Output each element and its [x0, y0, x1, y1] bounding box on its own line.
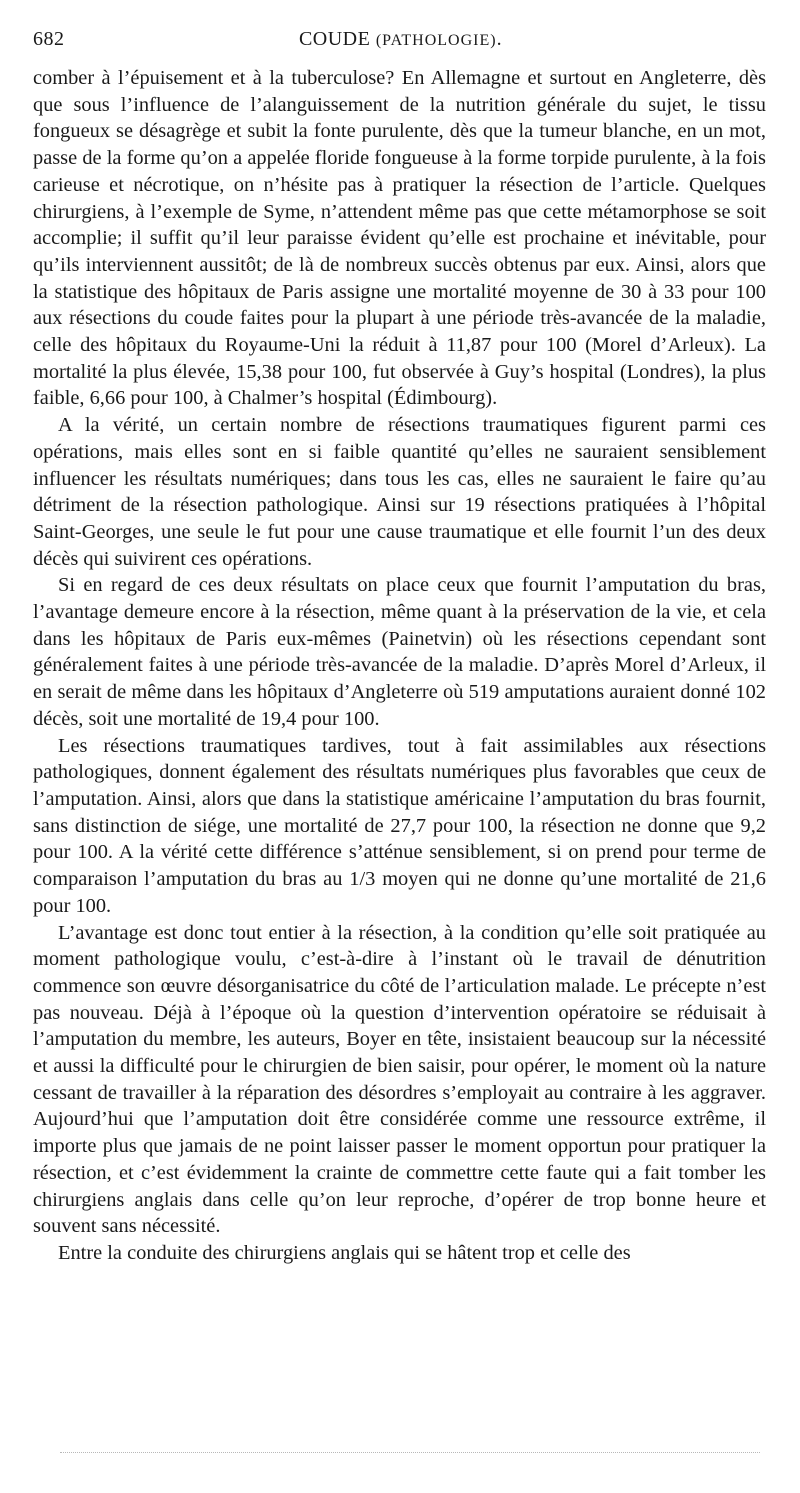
- running-title-sub: (PATHOLOGIE): [375, 32, 497, 49]
- body-text: [33, 65, 766, 1267]
- paragraph-continued: comber à l’épuisement et à la tuberculose? En Allemagne et surtout en Angleterre, dès que sous l’influence de l’alanguissement de la nutrition générale du sujet, le tissu fongueux se désagrège et subit la fonte purulente, dès que la tumeur blanche, en un mot, passe de la forme qu’on a appelée floride fongueuse à la forme torpide purulente, à la fois carieuse et nécrotique, on n’hésite pas à pratiquer la résection de l’article. Quelques chirurgiens, à l’exemple de Syme, n’attendent même pas que cette métamorphose se soit accomplie; il suffit qu’il leur paraisse évident qu’elle est prochaine et inévitable, pour qu’ils interviennent aussitôt; de là de nombreux succès obtenus par eux. Ainsi, alors que la statistique des hôpitaux de Paris assigne une mortalité moyenne de 30 à 33 pour 100 aux résections du coude faites pour la plupart à une période très-avancée de la maladie, celle des hôpitaux du Royaume-Uni la réduit à 11,87 pour 100 (Morel d’Arleux). La mortalité la plus élevée, 15,38 pour 100, fut observée à Guy’s hospital (Londres), la plus faible, 6,66 pour 100, à Chalmer’s hospital (Édimbourg).: [33, 67, 766, 410]
- running-title-main: COUDE: [298, 28, 371, 50]
- paragraph-last: Entre la conduite des chirurgiens anglais qui se hâtent trop et celle des: [58, 1241, 631, 1264]
- page-header: [33, 28, 768, 58]
- paragraph: L’avantage est donc tout entier à la résection, à la condition qu’elle soit pratiquée au moment pathologique voulu, c’est-à-dire à l’instant où le travail de dénutrition commence son œuvre désorganisatrice du côté de l’articulation malade. Le précepte n’est pas nouveau. Déjà à l’époque où la question d’intervention opératoire se réduisait à l’amputation du membre, les auteurs, Boyer en tête, insistaient beaucoup sur la nécessité et aussi la difficulté pour le chirurgien de bien saisir, pour opérer, le moment où la nature cessant de travailler à la réparation des désordres s’employait au contraire à les aggraver. Aujourd’hui que l’amputation doit être considérée comme une ressource extrême, il importe plus que jamais de ne point laisser passer le moment opportun pour pratiquer la résection, et c’est évidemment la crainte de commettre cette faute qui a fait tomber les chirurgiens anglais dans celle qu’on leur reproche, d’opérer de trop bonne heure et souvent sans nécessité.: [33, 921, 766, 1238]
- bottom-divider: [60, 1452, 760, 1453]
- running-title: [33, 28, 768, 51]
- running-title-end: .: [496, 28, 503, 50]
- paragraph: Les résections traumatiques tardives, tout à fait assimilables aux résections pathologiques, donnent également des résultats numériques plus favorables que ceux de l’amputation. Ainsi, alors que dans la statistique américaine l’amputation du bras fournit, sans distinction de siége, une mortalité de 27,7 pour 100, la résection ne donne que 9,2 pour 100. A la vérité cette différence s’atténue sensiblement, si on prend pour terme de comparaison l’amputation du bras au 1/3 moyen qui ne donne qu’une mortalité de 21,6 pour 100.: [33, 734, 766, 917]
- paragraph: Si en regard de ces deux résultats on place ceux que fournit l’amputation du bras, l’avantage demeure encore à la résection, même quant à la préservation de la vie, et cela dans les hôpitaux de Paris eux-mêmes (Painetvin) où les résections cependant sont généralement faites à une période très-avancée de la maladie. D’après Morel d’Arleux, il en serait de même dans les hôpitaux d’Angleterre où 519 amputations auraient donné 102 décès, soit une mortalité de 19,4 pour 100.: [33, 574, 766, 730]
- paragraph: A la vérité, un certain nombre de résections traumatiques figurent parmi ces opérations, mais elles sont en si faible quantité qu’elles ne sauraient sensiblement influencer les résultats numériques; dans tous les cas, elles ne sauraient le faire qu’au détriment de la résection pathologique. Ainsi sur 19 résections pratiquées à l’hôpital Saint-Georges, une seule le fut pour une cause traumatique et elle fournit l’un des deux décès qui suivirent ces opérations.: [33, 414, 766, 570]
- page-number: 682: [33, 28, 65, 50]
